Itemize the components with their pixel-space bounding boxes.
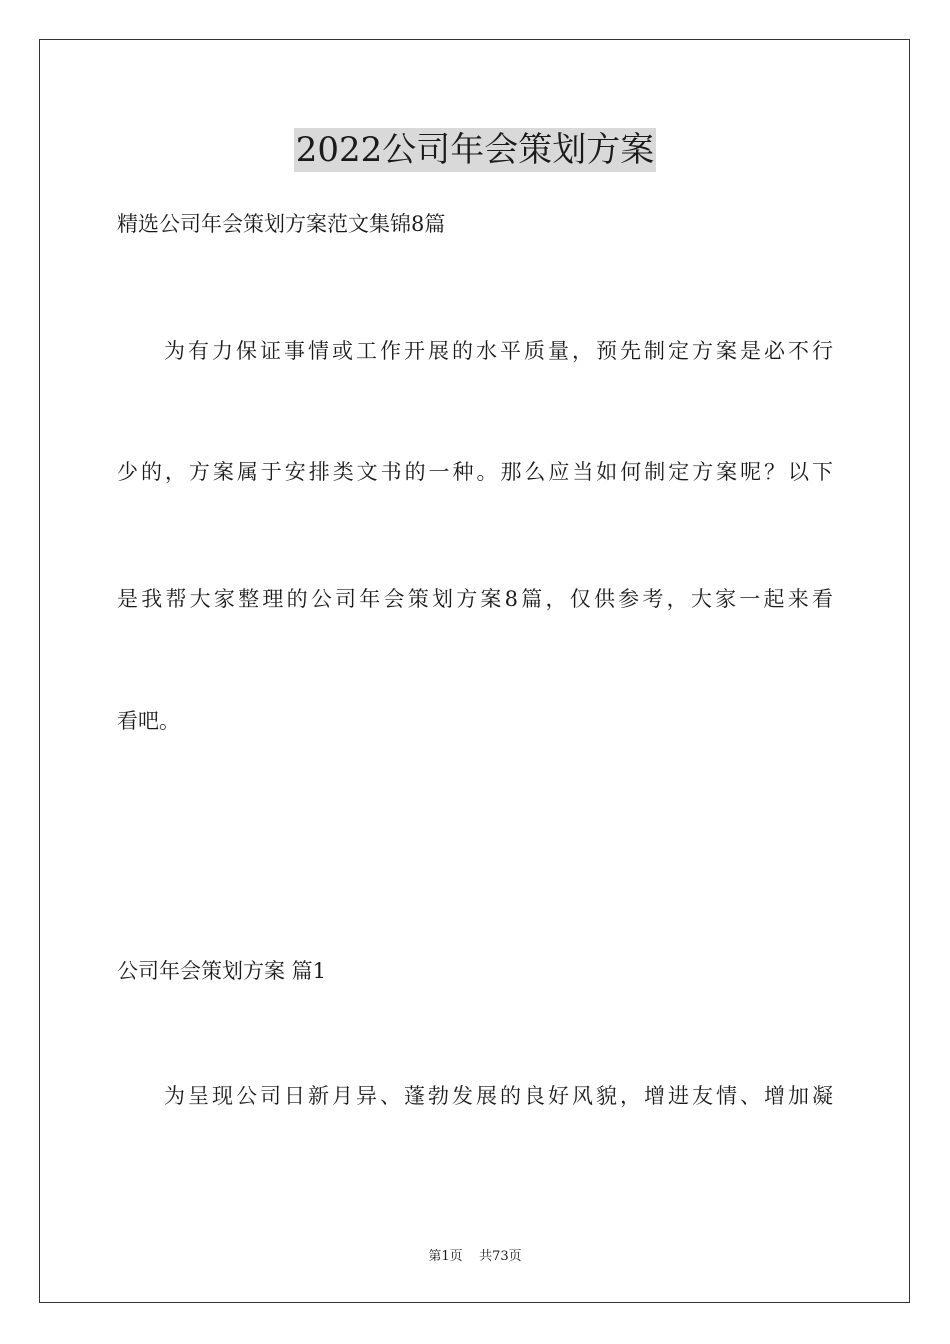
intro-line-1: 为有力保证事情或工作开展的水平质量，预先制定方案是必不行: [164, 339, 833, 363]
document-subtitle: 精选公司年会策划方案范文集锦8篇: [117, 212, 446, 236]
section-heading: 公司年会策划方案 篇1: [117, 959, 327, 983]
intro-line-2: 少的，方案属于安排类文书的一种。那么应当如何制定方案呢？以下: [117, 460, 833, 484]
title-container: [0, 128, 950, 172]
section-line-1: 为呈现公司日新月异、蓬勃发展的良好风貌，增进友情、增加凝: [164, 1084, 833, 1108]
page-footer: 第1页 共73页: [428, 1249, 522, 1264]
document-title: 2022公司年会策划方案: [295, 130, 655, 170]
intro-line-3: 是我帮大家整理的公司年会策划方案8篇，仅供参考，大家一起来看: [117, 587, 833, 611]
intro-line-4: 看吧。: [117, 709, 180, 733]
